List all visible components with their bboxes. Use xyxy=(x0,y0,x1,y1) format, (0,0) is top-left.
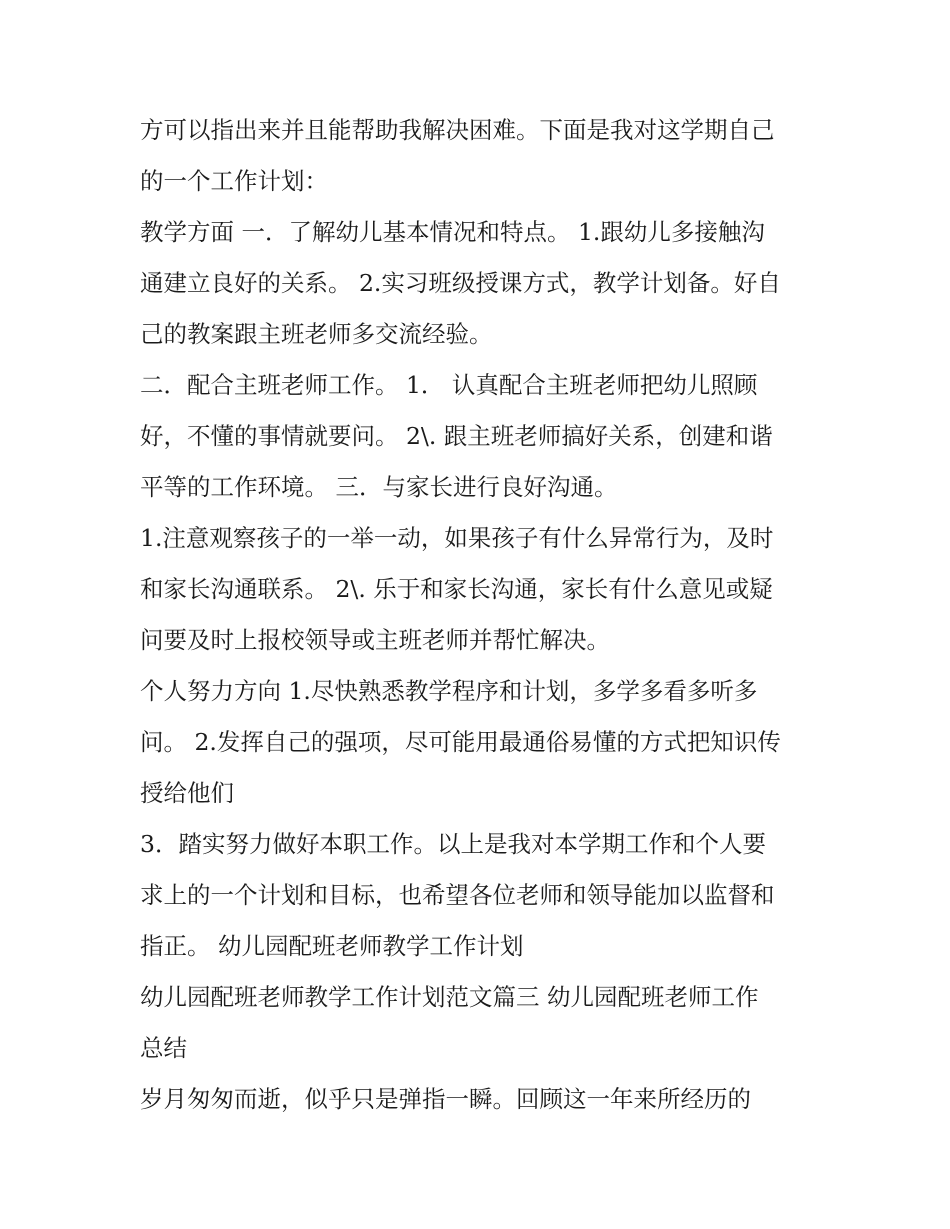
text-line: 问。 2.发挥自己的强项，尽可能用最通俗易懂的方式把知识传 xyxy=(140,728,781,756)
text-line: 幼儿园配班老师教学工作计划范文篇三 幼儿园配班老师工作 xyxy=(140,983,759,1011)
text-line: 教学方面 一．了解幼儿基本情况和特点。 1.跟幼儿多接触沟 xyxy=(140,218,765,246)
text-line: 1.注意观察孩子的一举一动，如果孩子有什么异常行为，及时 xyxy=(140,524,774,552)
text-line: 平等的工作环境。 三．与家长进行良好沟通。 xyxy=(140,473,618,501)
text-line: 方可以指出来并且能帮助我解决困难。下面是我对这学期自己 xyxy=(140,116,775,144)
text-line: 个人努力方向 1.尽快熟悉教学程序和计划，多学多看多听多 xyxy=(140,677,758,705)
text-line: 指正。 幼儿园配班老师教学工作计划 xyxy=(140,932,524,960)
text-line: 通建立良好的关系。 2.实习班级授课方式，教学计划备。好自 xyxy=(140,269,781,297)
text-line: 的一个工作计划： xyxy=(140,167,328,195)
text-line: 授给他们 xyxy=(140,779,234,807)
document-body xyxy=(140,105,830,1125)
text-line: 和家长沟通联系。 2\. 乐于和家长沟通，家长有什么意见或疑 xyxy=(140,575,773,603)
text-line: 3．踏实努力做好本职工作。以上是我对本学期工作和个人要 xyxy=(140,830,766,858)
text-line: 好，不懂的事情就要问。 2\. 跟主班老师搞好关系，创建和谐 xyxy=(140,422,773,450)
text-line: 岁月匆匆而逝，似乎只是弹指一瞬。回顾这一年来所经历的 xyxy=(140,1085,751,1113)
text-line: 总结 xyxy=(140,1034,187,1062)
text-line: 求上的一个计划和目标，也希望各位老师和领导能加以监督和 xyxy=(140,881,775,909)
text-line: 己的教案跟主班老师多交流经验。 xyxy=(140,320,493,348)
text-line: 二．配合主班老师工作。 1． 认真配合主班老师把幼儿照顾 xyxy=(140,371,758,399)
text-line: 问要及时上报校领导或主班老师并帮忙解决。 xyxy=(140,626,610,654)
